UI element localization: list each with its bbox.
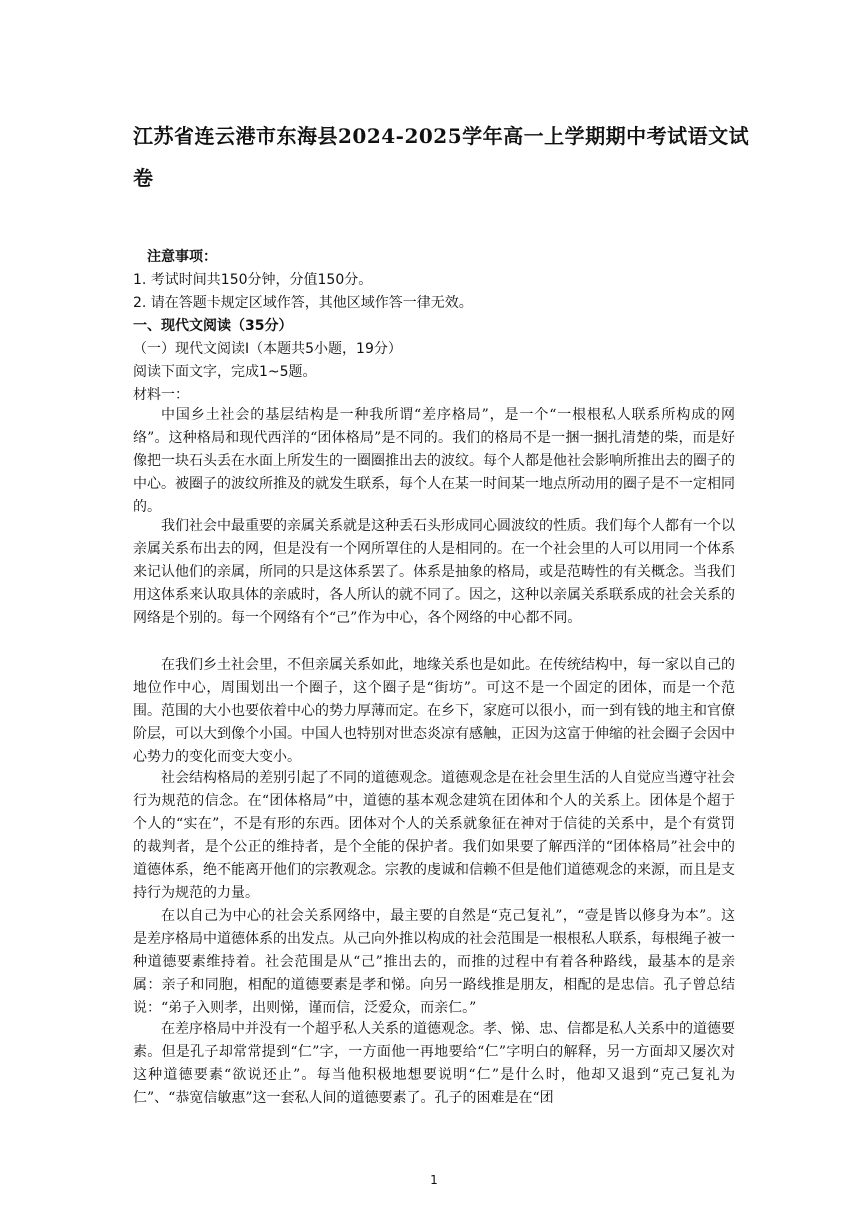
instruction: 阅读下面文字，完成1~5题。 <box>133 364 317 380</box>
document-title-line1: 江苏省连云港市东海县2024-2025学年高一上学期期中考试语文试 <box>133 124 750 148</box>
paragraph-5: 在以自己为中心的社会关系网络中，最主要的自然是“克己复礼”，“壹是皆以修身为本”。这是差序格局中道德体系的出发点。从己向外推以构成的社会范围是一根根私人联系，每根绳子被一种道德要素维持着。社会范围是从“己”推出去的，而推的过程中有着各种路线，最基本的是亲属：亲子和同胞，相配的道德要素是孝和悌。向另一路线推是朋友，相配的是忠信。孔子曾总结说：“弟子入则孝，出则悌，谨而信，泛爱众，而亲仁。” <box>133 908 735 1017</box>
notice-heading: 注意事项： <box>147 249 217 265</box>
document-title-line2: 卷 <box>133 166 154 190</box>
material-label: 材料一： <box>133 387 189 403</box>
notice-item-1: 1. 考试时间共150分钟，分值150分。 <box>133 272 373 288</box>
notice-item-2: 2. 请在答题卡规定区域作答，其他区域作答一律无效。 <box>133 295 473 311</box>
paragraph-2: 我们社会中最重要的亲属关系就是这种丢石头形成同心圆波纹的性质。我们每个人都有一个以亲属关系布出去的网，但是没有一个网所罩住的人是相同的。在一个社会里的人可以用同一个体系来记认他们的亲属，所同的只是这体系罢了。体系是抽象的格局，或是范畴性的有关概念。当我们用这体系来认取具体的亲戚时，各人所认的就不同了。因之，这种以亲属关系联系成的社会关系的网络是个别的。每一个网络有个“己”作为中心，各个网络的中心都不同。 <box>133 518 735 627</box>
section-heading: 一、现代文阅读（35分） <box>133 318 293 334</box>
paragraph-3: 在我们乡土社会里，不但亲属关系如此，地缘关系也是如此。在传统结构中，每一家以自己的地位作中心，周围划出一个圈子，这个圈子是“街坊”。可这不是一个固定的团体，而是一个范围。范围的大小也要依着中心的势力厚薄而定。在乡下，家庭可以很小，而一到有钱的地主和官僚阶层，可以大到像个小国。中国人也特别对世态炎凉有感触，正因为这富于伸缩的社会圈子会因中心势力的变化而变大变小。 <box>133 657 735 766</box>
paragraph-1: 中国乡土社会的基层结构是一种我所谓“差序格局”，是一个“一根根私人联系所构成的网络”。这种格局和现代西洋的“团体格局”是不同的。我们的格局不是一捆一捆扎清楚的柴，而是好像把一块石头丢在水面上所发生的一圈圈推出去的波纹。每个人都是他社会影响所推出去的圈子的中心。被圈子的波纹所推及的就发生联系，每个人在某一时间某一地点所动用的圈子是不一定相同的。 <box>133 407 735 516</box>
paragraph-6: 在差序格局中并没有一个超乎私人关系的道德观念。孝、悌、忠、信都是私人关系中的道德要素。但是孔子却常常提到“仁”字，一方面他一再地要给“仁”字明白的解释，另一方面却又屡次对这种道德要素“欲说还止”。每当他积极地想要说明“仁”是什么时，他却又退到“克己复礼为仁”、“恭宽信敏惠”这一套私人间的道德要素了。孔子的困难是在“团 <box>133 1021 735 1107</box>
page-number: 1 <box>430 1173 438 1187</box>
paragraph-4: 社会结构格局的差别引起了不同的道德观念。道德观念是在社会里生活的人自觉应当遵守社会行为规范的信念。在“团体格局”中，道德的基本观念建筑在团体和个人的关系上。团体是个超于个人的“实在”，不是有形的东西。团体对个人的关系就象征在神对于信徒的关系中，是个有赏罚的裁判者，是个公正的维持者，是个全能的保护者。我们如果要了解西洋的“团体格局”社会中的道德体系，绝不能离开他们的宗教观念。宗教的虔诚和信赖不但是他们道德观念的来源，而且是支持行为规范的力量。 <box>133 770 735 902</box>
sub-heading: （一）现代文阅读Ⅰ（本题共5小题，19分） <box>133 341 402 357</box>
